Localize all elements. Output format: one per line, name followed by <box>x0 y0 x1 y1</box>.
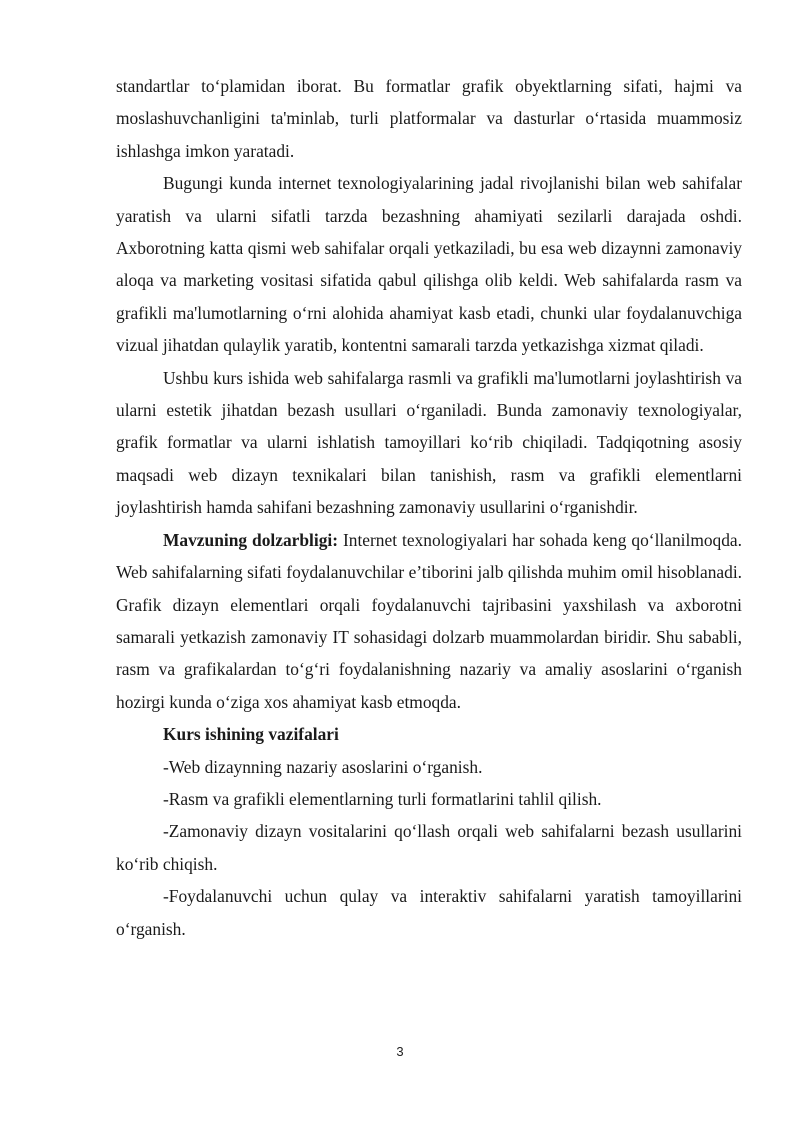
section-heading-tasks: Kurs ishining vazifalari <box>163 724 339 745</box>
task-item-3: -Zamonaviy dizayn vositalarini qo‘llash orqali web sahifalarni bezash usullarini ko‘rib chiqish. <box>116 821 742 874</box>
page-number: 3 <box>396 1044 404 1059</box>
relevance-body: Internet texnologiyalari har sohada keng qo‘llanilmoqda. Web sahifalarning sifati foydalanuvchilar e’tiborini jalb qilishda muhim omil hisoblanadi. Grafik dizayn elementlari orqali foydalanuvchi tajribasini yaxshilash va axborotni samarali yetkazish zamonaviy IT sohasidagi dolzarb muammolardan biridir. Shu sababli, rasm va grafikalardan to‘g‘ri foydalanishning nazariy va amaliy asoslarini o‘rganish hozirgi kunda o‘ziga xos ahamiyat kasb etmoqda. <box>116 529 742 712</box>
task-item-4: -Foydalanuvchi uchun qulay va interaktiv sahifalarni yaratish tamoyillarini o‘rganish. <box>116 886 742 939</box>
task-item-1: -Web dizaynning nazariy asoslarini o‘rganish. <box>163 756 483 777</box>
document-body <box>116 70 742 945</box>
paragraph-relevance <box>116 524 742 718</box>
task-item-2: -Rasm va grafikli elementlarning turli formatlarini tahlil qilish. <box>163 788 602 809</box>
paragraph-introduction: Bugungi kunda internet texnologiyalarining jadal rivojlanishi bilan web sahifalar yaratish va ularni sifatli tarzda bezashning ahamiyati sezilarli darajada oshdi. Axborotning katta qismi web sahifalar orqali yetkaziladi, bu esa web dizaynni zamonaviy aloqa va marketing vositasi sifatida qabul qilishga olib keldi. Web sahifalarda rasm va grafikli ma'lumotlarning o‘rni alohida ahamiyat kasb etadi, chunki ular foydalanuvchiga vizual jihatdan qulaylik yaratib, kontentni samarali tarzda yetkazishga xizmat qiladi. <box>116 173 742 356</box>
paragraph-continuation: standartlar to‘plamidan iborat. Bu formatlar grafik obyektlarning sifati, hajmi va moslashuvchanligini ta'minlab, turli platformalar va dasturlar o‘rtasida muammosiz ishlashga imkon yaratadi. <box>116 76 742 161</box>
paragraph-course-scope: Ushbu kurs ishida web sahifalarga rasmli va grafikli ma'lumotlarni joylashtirish va ularni estetik jihatdan bezash usullari o‘rganiladi. Bunda zamonaviy texnologiyalar, grafik formatlar va ularni ishlatish tamoyillari ko‘rib chiqiladi. Tadqiqotning asosiy maqsadi web dizayn texnikalari bilan tanishish, rasm va grafikli elementlarni joylashtirish hamda sahifani bezashning zamonaviy usullarini o‘rganishdir. <box>116 367 742 518</box>
relevance-lead: Mavzuning dolzarbligi: <box>163 529 339 550</box>
